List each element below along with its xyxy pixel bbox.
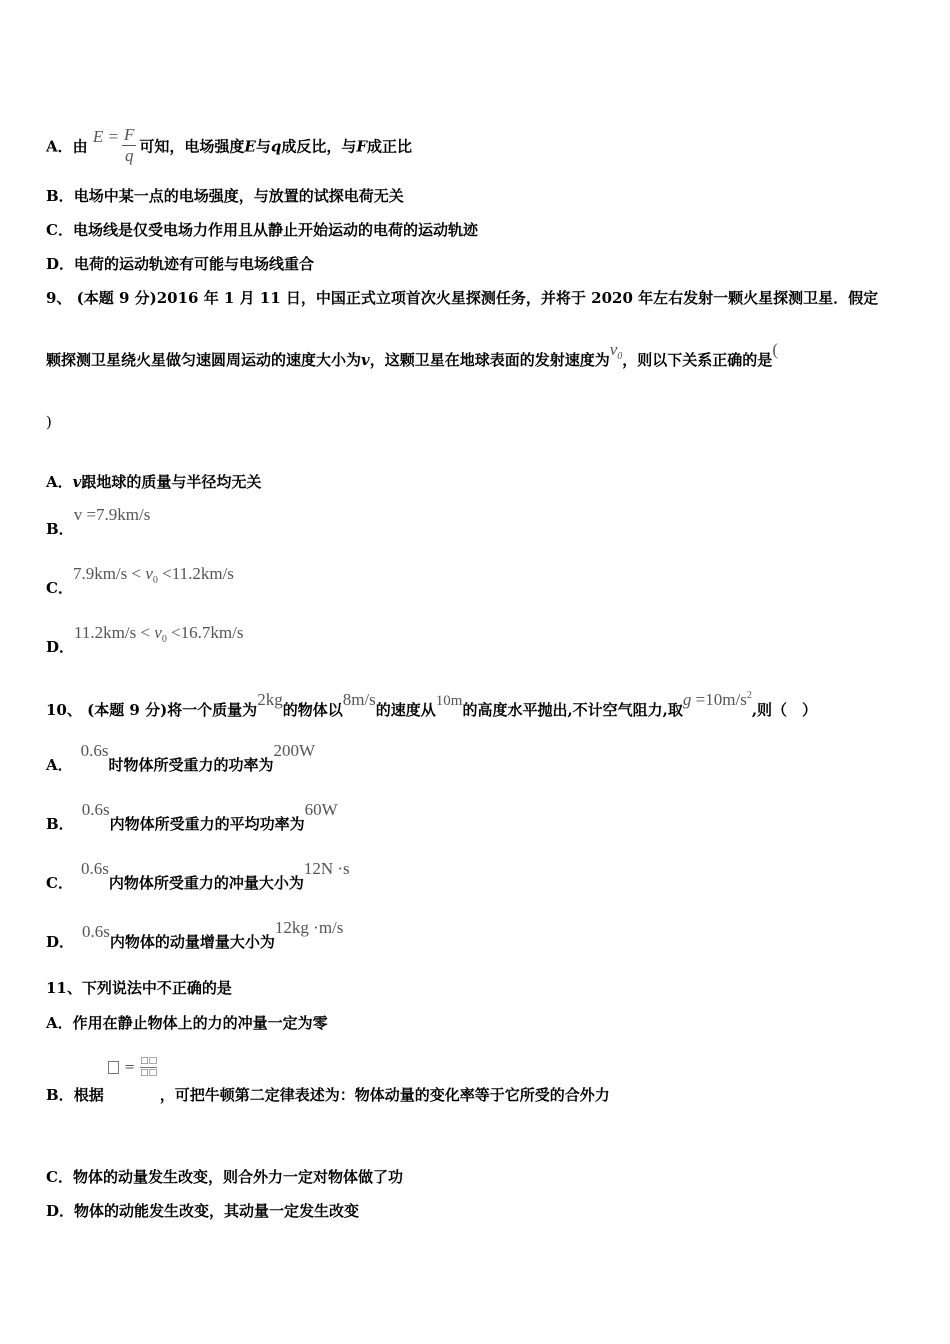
q10-b-text: 内物体所受重力的平均功率为 (109, 815, 305, 833)
q9-b-formula: v =7.9km/s (73, 505, 151, 524)
q9-d-formula-sub: 0 (161, 634, 167, 645)
q8-a-E: E (244, 137, 256, 156)
q8-a-formula-num: F (124, 125, 135, 144)
q11-b-formula-den: □□ (140, 1068, 158, 1078)
q9-c-formula (72, 564, 234, 586)
q8-a-pre: 由 (72, 137, 88, 156)
q9-d-formula-v: v (154, 623, 162, 642)
q11-b-formula-num: □□ (140, 1056, 158, 1066)
q10-b-value: 60W (304, 800, 338, 819)
q8-a-label: A． (46, 137, 73, 156)
q10-d-text: 内物体的动量增量大小为 (109, 933, 275, 951)
q9-stem-text-a: 颗探测卫星绕火星做匀速圆周运动的速度大小为 (46, 351, 362, 369)
q9-stem-line2 (46, 340, 778, 377)
q8-d-text: 电荷的运动轨迹有可能与电场线重合 (74, 255, 315, 273)
q11-b-text: ，可把牛顿第二定律表述为：物体动量的变化率等于它所受的合外力 (159, 1086, 610, 1104)
q10-b-label: B． (46, 815, 74, 833)
q10-stem-mid3: 的高度水平抛出,不计空气阻力,取 (462, 701, 683, 719)
q10-option-c (46, 859, 350, 893)
q11-option-a (46, 1013, 328, 1033)
q11-stem: 11、下列说法中不正确的是 (46, 979, 232, 997)
q9-d-label: D． (46, 638, 75, 656)
q10-option-d (46, 918, 344, 952)
q8-option-b (46, 186, 404, 206)
q10-g-value: =10m/s (695, 690, 747, 709)
q10-option-a (46, 741, 316, 775)
q8-b-label: B． (46, 187, 74, 205)
q10-height: 10m (435, 693, 463, 709)
q11-option-d (46, 1201, 359, 1221)
q8-a-formula-lhs: E = (92, 126, 119, 146)
q8-a-F: F (356, 137, 368, 156)
q9-stem-v0 (609, 340, 623, 362)
q9-stem-line1: 9、 (本题 9 分)2016 年 1 月 11 日，中国正式立项首次火星探测任务，并将于 2020 年左右发射一颗火星探测卫星．假定 (46, 289, 879, 307)
q11-option-c (46, 1167, 403, 1187)
q10-c-value: 12N ·s (303, 859, 350, 878)
q8-a-text3: 成反比，与 (281, 137, 357, 156)
q9-a-v: v (72, 473, 82, 491)
q10-d-value: 12kg ·m/s (274, 918, 344, 937)
q11-d-text: 物体的动能发生改变，其动量一定发生改变 (74, 1202, 360, 1220)
q11-a-text: 作用在静止物体上的力的冲量一定为零 (72, 1014, 328, 1032)
q9-option-a (46, 472, 261, 492)
q10-g-formula (683, 690, 752, 709)
q9-option-c (46, 564, 234, 605)
missing-glyph-icon (108, 1061, 119, 1074)
q10-a-text: 时物体所受重力的功率为 (108, 756, 274, 774)
q11-b-pre: 根据 (73, 1086, 104, 1104)
q8-c-text: 电场线是仅受电场力作用且从静止开始运动的电荷的运动轨迹 (72, 221, 478, 239)
q9-c-formula-right: <11.2km/s (162, 564, 234, 583)
q8-a-formula-den: q (124, 146, 134, 165)
q8-a-q: q (270, 137, 282, 156)
q10-g-symbol: g (682, 690, 692, 709)
q9-c-formula-left: 7.9km/s < (72, 564, 142, 583)
q10-d-time: 0.6s (82, 922, 110, 941)
q9-stem-v0-sub: 0 (617, 351, 623, 362)
q9-a-text: 跟地球的质量与半径均无关 (81, 473, 262, 491)
q10-option-b (46, 800, 338, 834)
q10-a-label: A． (46, 756, 73, 774)
q9-b-label: B． (46, 520, 74, 538)
q11-d-label: D． (46, 1202, 75, 1220)
q10-c-time: 0.6s (80, 859, 109, 878)
q10-b-time: 0.6s (81, 800, 110, 819)
q11-b-formula-fraction (140, 1056, 157, 1079)
q9-stem-text-b: ，这颗卫星在地球表面的发射速度为 (369, 351, 610, 369)
q11-option-b (46, 1085, 610, 1105)
q10-stem (46, 690, 818, 721)
q10-mass: 2kg (257, 690, 283, 709)
q8-option-a (46, 127, 412, 168)
q11-b-formula-eq: = (124, 1060, 135, 1075)
q10-stem-mid2: 的速度从 (375, 701, 436, 719)
q10-a-value: 200W (273, 741, 316, 760)
q8-c-label: C． (46, 221, 73, 239)
q11-a-label: A． (46, 1014, 73, 1032)
q10-g-sup: 2 (746, 690, 752, 701)
q11-b-formula (108, 1056, 157, 1079)
q8-b-text: 电场中某一点的电场强度，与放置的试探电荷无关 (73, 187, 404, 205)
q10-stem-end: ,则（ ） (751, 701, 818, 719)
q10-stem-pre: 10、 (本题 9 分)将一个质量为 (46, 701, 258, 719)
q8-option-c (46, 220, 478, 240)
q9-paren-close: ) (46, 413, 52, 431)
q10-stem-mid1: 的物体以 (282, 701, 343, 719)
q9-d-formula (74, 623, 244, 645)
q10-a-time: 0.6s (80, 741, 109, 760)
q9-c-formula-v: v (145, 564, 153, 583)
q8-a-text2: 与 (255, 137, 271, 156)
q11-c-label: C． (46, 1168, 73, 1186)
q9-stem-v: v (361, 351, 370, 369)
q9-c-formula-sub: 0 (152, 575, 158, 586)
q9-option-b (46, 505, 151, 539)
q8-a-text4: 成正比 (367, 137, 413, 156)
q9-stem-text-c: ，则以下关系正确的是 (622, 351, 773, 369)
q8-a-formula-fraction (122, 125, 136, 166)
q8-option-d (46, 254, 314, 274)
q10-c-text: 内物体所受重力的冲量大小为 (108, 874, 304, 892)
q9-d-formula-right: <16.7km/s (171, 623, 244, 642)
q8-a-text1: 可知，电场强度 (139, 137, 245, 156)
q9-a-label: A． (46, 473, 73, 491)
q11-b-label: B． (46, 1086, 74, 1104)
q10-d-label: D． (46, 933, 75, 951)
q10-c-label: C． (46, 874, 73, 892)
q10-speed: 8m/s (342, 690, 376, 709)
q9-stem-v0-symbol: v (609, 340, 618, 359)
q9-option-d (46, 623, 244, 664)
q11-c-text: 物体的动量发生改变，则合外力一定对物体做了功 (72, 1168, 403, 1186)
q9-d-formula-left: 11.2km/s < (74, 623, 151, 642)
q8-d-label: D． (46, 255, 75, 273)
q9-paren-open: ( (772, 340, 778, 359)
q9-c-label: C． (46, 579, 73, 597)
